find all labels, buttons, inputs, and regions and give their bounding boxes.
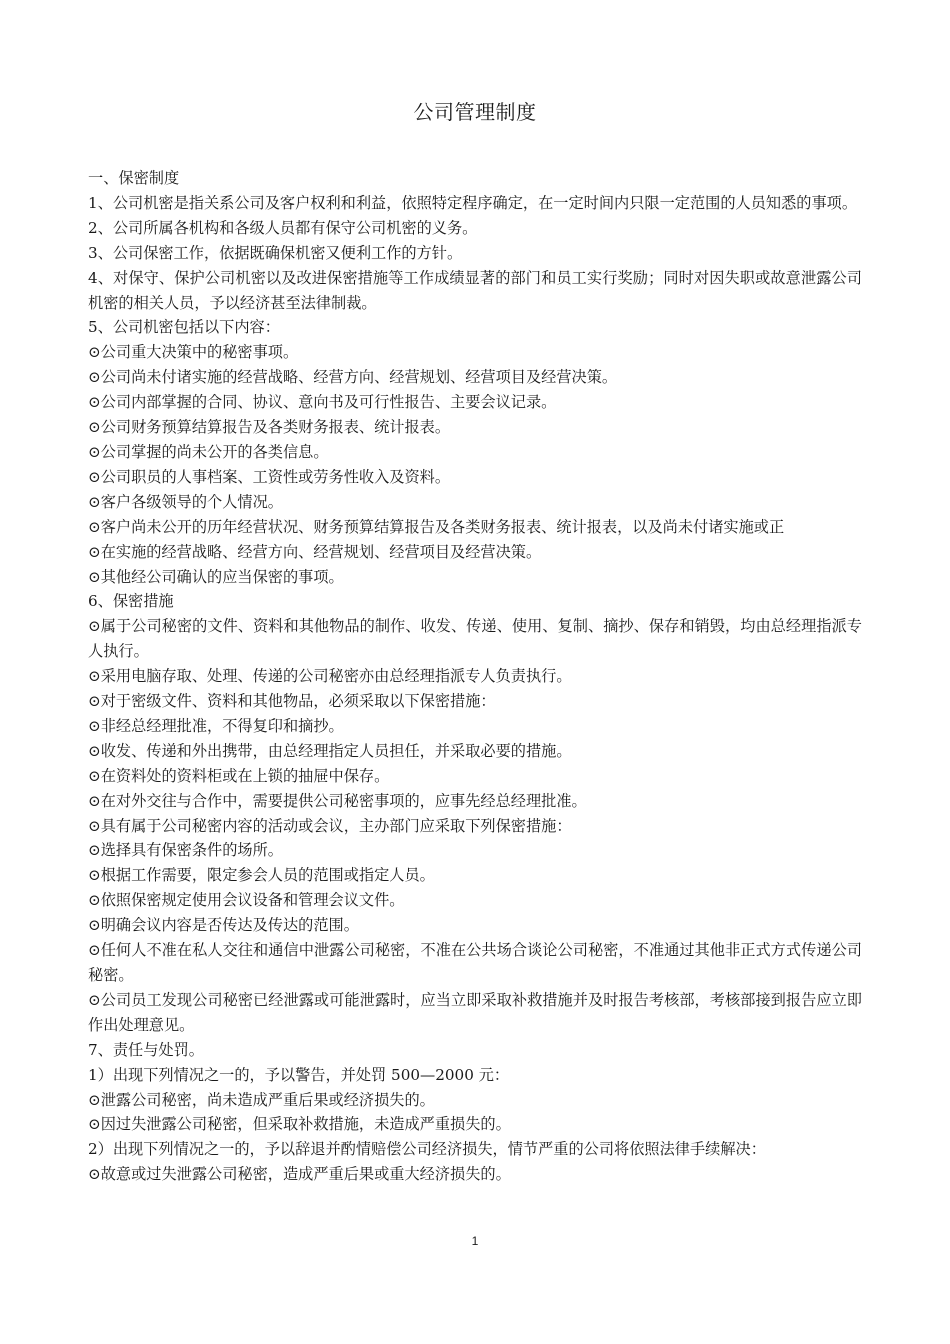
bullet-item: ⊙客户尚未公开的历年经营状况、财务预算结算报告及各类财务报表、统计报表，以及尚未付诸实施或正 [88,517,785,536]
bullet-item: ⊙公司财务预算结算报告及各类财务报表、统计报表。 [88,418,451,437]
bullet-item: ⊙在对外交往与合作中，需要提供公司秘密事项的，应事先经总经理批准。 [88,791,587,810]
section-heading-measures: 6、保密措施 [88,592,174,611]
bullet-item: ⊙对于密级文件、资料和其他物品，必须采取以下保密措施： [88,692,496,711]
penalty-clause-2: 2）出现下列情况之一的，予以辞退并酌情赔偿公司经济损失，情节严重的公司将依照法律手续解决： [88,1140,766,1159]
bullet-item: ⊙在实施的经营战略、经营方向、经营规划、经营项目及经营决策。 [88,542,542,561]
bullet-item: ⊙公司重大决策中的秘密事项。 [88,343,299,362]
bullet-item: ⊙明确会议内容是否传达及传达的范围。 [88,916,359,935]
paragraph-1: 1、公司机密是指关系公司及客户权利和利益，依照特定程序确定，在一定时间内只限一定范围的人员知悉的事项。 [88,193,858,212]
bullet-item: ⊙其他经公司确认的应当保密的事项。 [88,567,344,586]
bullet-item: ⊙任何人不准在私人交往和通信中泄露公司秘密，不准在公共场合谈论公司秘密，不准通过其他非正式方式传递公司秘密。 [88,941,862,984]
document-body [88,166,862,1187]
bullet-item: ⊙选择具有保密条件的场所。 [88,841,283,860]
paragraph-5: 5、公司机密包括以下内容： [88,318,280,337]
paragraph-2: 2、公司所属各机构和各级人员都有保守公司机密的义务。 [88,218,478,237]
bullet-item: ⊙根据工作需要，限定参会人员的范围或指定人员。 [88,866,435,885]
section-heading-confidentiality: 一、保密制度 [88,169,180,187]
bullet-item: ⊙采用电脑存取、处理、传递的公司秘密亦由总经理指派专人负责执行。 [88,667,572,686]
bullet-item: ⊙公司内部掌握的合同、协议、意向书及可行性报告、主要会议记录。 [88,393,557,412]
penalty-clause-1: 1）出现下列情况之一的，予以警告，并处罚 500—2000 元： [88,1065,510,1084]
bullet-item: ⊙非经总经理批准，不得复印和摘抄。 [88,716,344,735]
bullet-item: ⊙公司职员的人事档案、工资性或劳务性收入及资料。 [88,467,451,486]
bullet-item: ⊙收发、传递和外出携带，由总经理指定人员担任，并采取必要的措施。 [88,741,572,760]
bullet-item: ⊙属于公司秘密的文件、资料和其他物品的制作、收发、传递、使用、复制、摘抄、保存和销毁，均由总经理指派专人执行。 [88,617,862,661]
bullet-item: ⊙故意或过失泄露公司秘密，造成严重后果或重大经济损失的。 [88,1165,511,1184]
bullet-item: ⊙客户各级领导的个人情况。 [88,492,283,511]
bullet-item: ⊙具有属于公司秘密内容的活动或会议，主办部门应采取下列保密措施： [88,816,572,835]
bullet-item: ⊙依照保密规定使用会议设备和管理会议文件。 [88,891,405,910]
document-title: 公司管理制度 [413,100,537,124]
paragraph-3: 3、公司保密工作，依据既确保机密又便利工作的方针。 [88,243,463,262]
bullet-item: ⊙在资料处的资料柜或在上锁的抽屉中保存。 [88,766,390,785]
bullet-item: ⊙泄露公司秘密，尚未造成严重后果或经济损失的。 [88,1090,435,1109]
section-heading-penalties: 7、责任与处罚。 [88,1040,204,1059]
bullet-item: ⊙公司员工发现公司秘密已经泄露或可能泄露时，应当立即采取补救措施并及时报告考核部，考核部接到报告应立即作出处理意见。 [88,990,862,1034]
bullet-item: ⊙公司尚未付诸实施的经营战略、经营方向、经营规划、经营项目及经营决策。 [88,368,618,387]
bullet-item: ⊙公司掌握的尚未公开的各类信息。 [88,442,329,461]
bullet-item: ⊙因过失泄露公司秘密，但采取补救措施，未造成严重损失的。 [88,1115,511,1134]
paragraph-4: 4、对保守、保护公司机密以及改进保密措施等工作成绩显著的部门和员工实行奖励；同时对因失职或故意泄露公司机密的相关人员，予以经济甚至法律制裁。 [88,268,862,312]
page-number: 1 [471,1234,479,1248]
